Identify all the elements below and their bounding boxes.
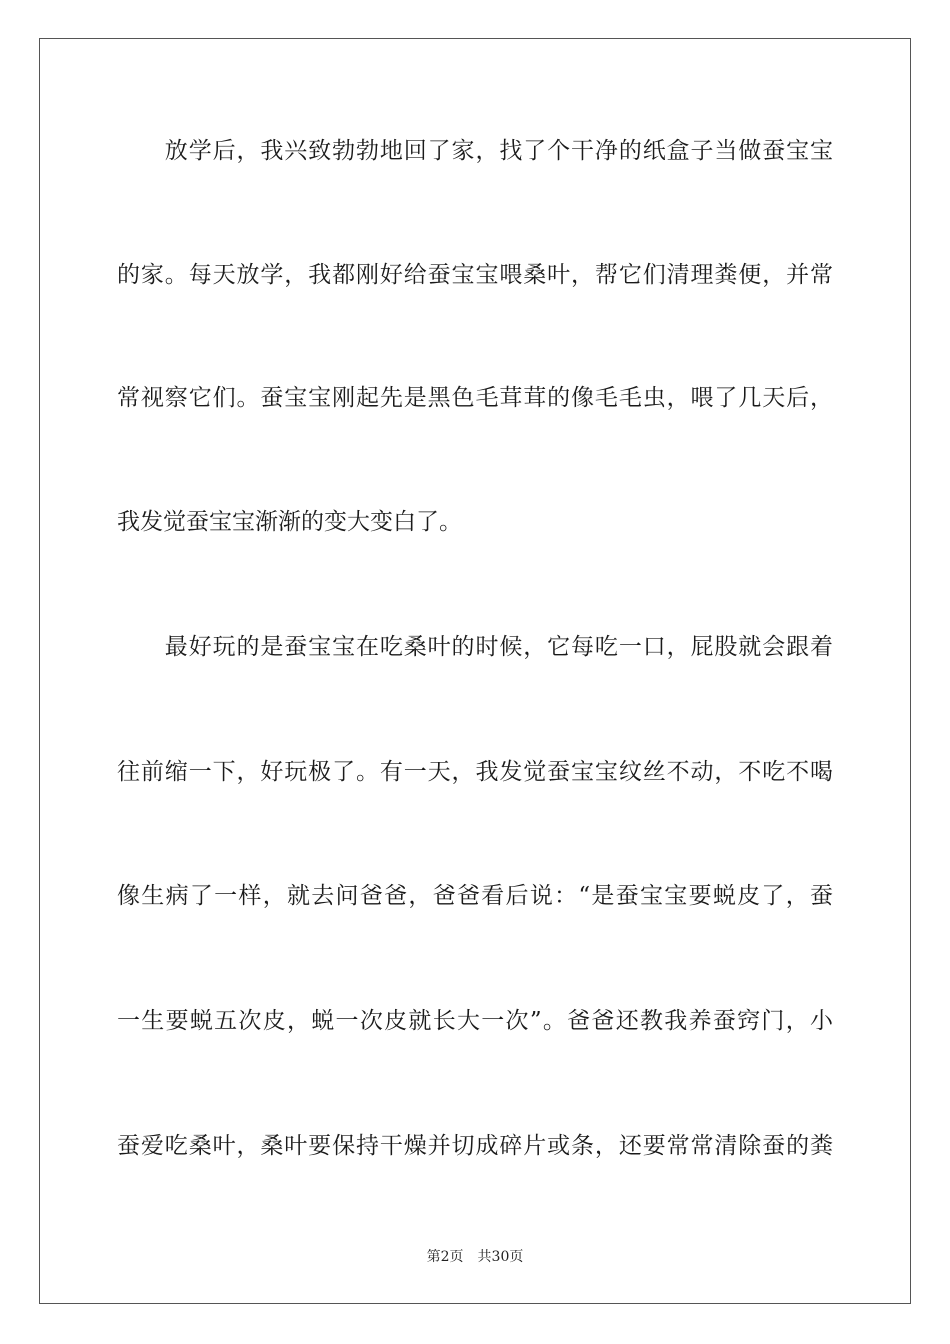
page-border (39, 38, 911, 1304)
total-pages: 共30页 (477, 1249, 524, 1265)
body-text-line-1: 放学后，我兴致勃勃地回了家，找了个干净的纸盒子当做蚕宝宝 (117, 138, 833, 164)
body-text-line-7: 像生病了一样，就去问爸爸，爸爸看后说：“是蚕宝宝要蜕皮了，蚕 (117, 883, 833, 909)
body-text-line-6: 往前缩一下，好玩极了。有一天，我发觉蚕宝宝纹丝不动，不吃不喝 (117, 759, 833, 785)
body-text-line-3: 常视察它们。蚕宝宝刚起先是黑色毛茸茸的像毛毛虫，喂了几天后， (117, 385, 833, 411)
body-text-line-8: 一生要蜕五次皮，蜕一次皮就长大一次”。爸爸还教我养蚕窍门，小 (117, 1008, 833, 1034)
body-text-line-4: 我发觉蚕宝宝渐渐的变大变白了。 (117, 509, 462, 535)
body-text-line-2: 的家。每天放学，我都刚好给蚕宝宝喂桑叶，帮它们清理粪便，并常 (117, 262, 833, 288)
body-text-line-5: 最好玩的是蚕宝宝在吃桑叶的时候，它每吃一口，屁股就会跟着 (117, 634, 833, 660)
page-footer (0, 1248, 950, 1266)
page-number: 第2页 (426, 1249, 464, 1265)
body-text-line-9: 蚕爱吃桑叶，桑叶要保持干燥并切成碎片或条，还要常常清除蚕的粪 (117, 1133, 833, 1159)
